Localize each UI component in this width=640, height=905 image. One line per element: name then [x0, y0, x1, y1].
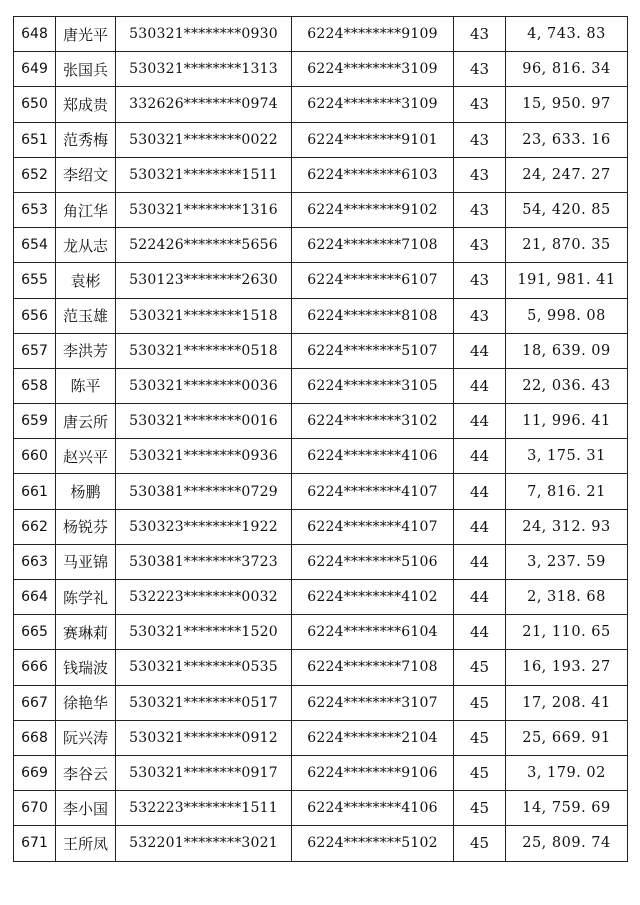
account-number-cell: 6224********3109	[292, 87, 454, 122]
row-number-cell: 655	[14, 263, 56, 298]
name-cell: 杨鹏	[56, 474, 116, 509]
table-row	[14, 122, 628, 157]
name-cell: 钱瑞波	[56, 650, 116, 685]
table-row	[14, 298, 628, 333]
account-number-cell: 6224********3107	[292, 685, 454, 720]
table-row	[14, 650, 628, 685]
name-cell: 马亚锦	[56, 544, 116, 579]
id-number-cell: 332626********0974	[116, 87, 292, 122]
id-number-cell: 530321********1511	[116, 157, 292, 192]
group-cell: 45	[454, 826, 506, 861]
table-row	[14, 228, 628, 263]
row-number-cell: 656	[14, 298, 56, 333]
id-number-cell: 530321********0016	[116, 404, 292, 439]
amount-cell: 14, 759. 69	[506, 791, 628, 826]
table-row	[14, 755, 628, 790]
account-number-cell: 6224********7108	[292, 650, 454, 685]
id-number-cell: 530321********0912	[116, 720, 292, 755]
table-row	[14, 404, 628, 439]
id-number-cell: 530321********0930	[116, 17, 292, 52]
table-row	[14, 52, 628, 87]
row-number-cell: 671	[14, 826, 56, 861]
account-number-cell: 6224********6103	[292, 157, 454, 192]
group-cell: 44	[454, 368, 506, 403]
amount-cell: 5, 998. 08	[506, 298, 628, 333]
group-cell: 43	[454, 157, 506, 192]
account-number-cell: 6224********4106	[292, 439, 454, 474]
id-number-cell: 530321********0517	[116, 685, 292, 720]
amount-cell: 16, 193. 27	[506, 650, 628, 685]
id-number-cell: 530321********0917	[116, 755, 292, 790]
name-cell: 唐光平	[56, 17, 116, 52]
id-number-cell: 530321********1520	[116, 615, 292, 650]
table-row	[14, 17, 628, 52]
table-row	[14, 826, 628, 861]
table-row	[14, 580, 628, 615]
account-number-cell: 6224********8108	[292, 298, 454, 333]
group-cell: 43	[454, 122, 506, 157]
id-number-cell: 530321********1313	[116, 52, 292, 87]
table-row	[14, 615, 628, 650]
name-cell: 袁彬	[56, 263, 116, 298]
account-number-cell: 6224********4106	[292, 791, 454, 826]
group-cell: 43	[454, 17, 506, 52]
row-number-cell: 651	[14, 122, 56, 157]
row-number-cell: 654	[14, 228, 56, 263]
table-row	[14, 87, 628, 122]
row-number-cell: 667	[14, 685, 56, 720]
name-cell: 龙从志	[56, 228, 116, 263]
amount-cell: 17, 208. 41	[506, 685, 628, 720]
account-number-cell: 6224********7108	[292, 228, 454, 263]
group-cell: 44	[454, 615, 506, 650]
id-number-cell: 530321********0036	[116, 368, 292, 403]
group-cell: 44	[454, 544, 506, 579]
amount-cell: 23, 633. 16	[506, 122, 628, 157]
row-number-cell: 658	[14, 368, 56, 403]
table-row	[14, 474, 628, 509]
group-cell: 43	[454, 52, 506, 87]
name-cell: 李洪芳	[56, 333, 116, 368]
name-cell: 赛琳莉	[56, 615, 116, 650]
row-number-cell: 657	[14, 333, 56, 368]
amount-cell: 25, 809. 74	[506, 826, 628, 861]
name-cell: 唐云所	[56, 404, 116, 439]
account-number-cell: 6224********5107	[292, 333, 454, 368]
table-row	[14, 368, 628, 403]
account-number-cell: 6224********3105	[292, 368, 454, 403]
account-number-cell: 6224********9101	[292, 122, 454, 157]
id-number-cell: 530321********0936	[116, 439, 292, 474]
account-number-cell: 6224********9109	[292, 17, 454, 52]
group-cell: 43	[454, 263, 506, 298]
name-cell: 范秀梅	[56, 122, 116, 157]
account-number-cell: 6224********3102	[292, 404, 454, 439]
name-cell: 范玉雄	[56, 298, 116, 333]
group-cell: 44	[454, 580, 506, 615]
table-row	[14, 192, 628, 227]
amount-cell: 22, 036. 43	[506, 368, 628, 403]
row-number-cell: 661	[14, 474, 56, 509]
row-number-cell: 648	[14, 17, 56, 52]
amount-cell: 25, 669. 91	[506, 720, 628, 755]
id-number-cell: 530123********2630	[116, 263, 292, 298]
table-row	[14, 333, 628, 368]
table-row	[14, 791, 628, 826]
table-row	[14, 439, 628, 474]
row-number-cell: 649	[14, 52, 56, 87]
amount-cell: 15, 950. 97	[506, 87, 628, 122]
account-number-cell: 6224********4107	[292, 509, 454, 544]
id-number-cell: 530321********0022	[116, 122, 292, 157]
id-number-cell: 532223********1511	[116, 791, 292, 826]
name-cell: 张国兵	[56, 52, 116, 87]
row-number-cell: 662	[14, 509, 56, 544]
id-number-cell: 522426********5656	[116, 228, 292, 263]
name-cell: 赵兴平	[56, 439, 116, 474]
id-number-cell: 530323********1922	[116, 509, 292, 544]
name-cell: 角江华	[56, 192, 116, 227]
group-cell: 44	[454, 474, 506, 509]
table-row	[14, 157, 628, 192]
group-cell: 44	[454, 404, 506, 439]
name-cell: 李绍文	[56, 157, 116, 192]
id-number-cell: 530321********1316	[116, 192, 292, 227]
row-number-cell: 652	[14, 157, 56, 192]
amount-cell: 96, 816. 34	[506, 52, 628, 87]
table-row	[14, 720, 628, 755]
amount-cell: 54, 420. 85	[506, 192, 628, 227]
row-number-cell: 670	[14, 791, 56, 826]
id-number-cell: 530381********3723	[116, 544, 292, 579]
id-number-cell: 530381********0729	[116, 474, 292, 509]
account-number-cell: 6224********3109	[292, 52, 454, 87]
amount-cell: 3, 237. 59	[506, 544, 628, 579]
group-cell: 43	[454, 298, 506, 333]
id-number-cell: 532223********0032	[116, 580, 292, 615]
amount-cell: 191, 981. 41	[506, 263, 628, 298]
account-number-cell: 6224********2104	[292, 720, 454, 755]
account-number-cell: 6224********9102	[292, 192, 454, 227]
id-number-cell: 530321********1518	[116, 298, 292, 333]
account-number-cell: 6224********6104	[292, 615, 454, 650]
group-cell: 45	[454, 791, 506, 826]
group-cell: 43	[454, 87, 506, 122]
table-row	[14, 509, 628, 544]
account-number-cell: 6224********4107	[292, 474, 454, 509]
name-cell: 杨锐芬	[56, 509, 116, 544]
amount-cell: 11, 996. 41	[506, 404, 628, 439]
group-cell: 44	[454, 439, 506, 474]
group-cell: 43	[454, 228, 506, 263]
group-cell: 45	[454, 720, 506, 755]
account-number-cell: 6224********5106	[292, 544, 454, 579]
account-number-cell: 6224********6107	[292, 263, 454, 298]
amount-cell: 24, 247. 27	[506, 157, 628, 192]
row-number-cell: 665	[14, 615, 56, 650]
id-number-cell: 530321********0535	[116, 650, 292, 685]
amount-cell: 2, 318. 68	[506, 580, 628, 615]
account-number-cell: 6224********4102	[292, 580, 454, 615]
amount-cell: 3, 179. 02	[506, 755, 628, 790]
group-cell: 44	[454, 333, 506, 368]
group-cell: 45	[454, 650, 506, 685]
account-number-cell: 6224********5102	[292, 826, 454, 861]
row-number-cell: 666	[14, 650, 56, 685]
id-number-cell: 532201********3021	[116, 826, 292, 861]
name-cell: 徐艳华	[56, 685, 116, 720]
row-number-cell: 660	[14, 439, 56, 474]
amount-cell: 4, 743. 83	[506, 17, 628, 52]
row-number-cell: 653	[14, 192, 56, 227]
name-cell: 李小国	[56, 791, 116, 826]
group-cell: 44	[454, 509, 506, 544]
name-cell: 郑成贵	[56, 87, 116, 122]
name-cell: 李谷云	[56, 755, 116, 790]
row-number-cell: 663	[14, 544, 56, 579]
amount-cell: 21, 110. 65	[506, 615, 628, 650]
amount-cell: 21, 870. 35	[506, 228, 628, 263]
account-number-cell: 6224********9106	[292, 755, 454, 790]
amount-cell: 18, 639. 09	[506, 333, 628, 368]
row-number-cell: 664	[14, 580, 56, 615]
table-body	[14, 17, 628, 862]
row-number-cell: 659	[14, 404, 56, 439]
row-number-cell: 650	[14, 87, 56, 122]
name-cell: 陈平	[56, 368, 116, 403]
amount-cell: 3, 175. 31	[506, 439, 628, 474]
table-row	[14, 685, 628, 720]
name-cell: 王所凤	[56, 826, 116, 861]
amount-cell: 7, 816. 21	[506, 474, 628, 509]
name-cell: 陈学礼	[56, 580, 116, 615]
group-cell: 45	[454, 685, 506, 720]
name-cell: 阮兴涛	[56, 720, 116, 755]
group-cell: 43	[454, 192, 506, 227]
row-number-cell: 668	[14, 720, 56, 755]
row-number-cell: 669	[14, 755, 56, 790]
amount-cell: 24, 312. 93	[506, 509, 628, 544]
payment-table	[13, 16, 628, 862]
table-row	[14, 263, 628, 298]
table-row	[14, 544, 628, 579]
group-cell: 45	[454, 755, 506, 790]
id-number-cell: 530321********0518	[116, 333, 292, 368]
